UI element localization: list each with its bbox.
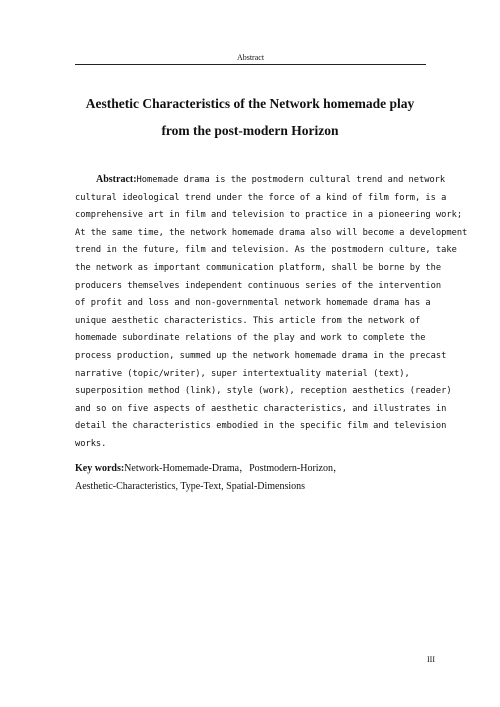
keywords-text-1: Network-Homemade-Drama，Postmodern-Horizon， bbox=[124, 463, 343, 474]
title-line-2: from the post-modern Horizon bbox=[161, 123, 339, 138]
running-header: Abstract bbox=[236, 53, 265, 62]
title-line-1: Aesthetic Characteristics of the Network homemade play bbox=[85, 96, 415, 111]
abstract-label: Abstract: bbox=[96, 174, 137, 185]
abstract-line: works. bbox=[75, 438, 107, 449]
abstract-line: producers themselves independent continuous series of the intervention bbox=[75, 280, 442, 291]
abstract-line: At the same time, the network homemade drama also will become a development bbox=[75, 227, 468, 238]
abstract-line: unique aesthetic characteristics. This article from the network of bbox=[75, 315, 421, 326]
header-rule bbox=[75, 64, 426, 65]
abstract-line bbox=[75, 171, 446, 190]
abstract-line: comprehensive art in film and television to practice in a pioneering work; bbox=[75, 210, 463, 221]
abstract-line: superposition method (link), style (work), reception aesthetics (reader) bbox=[75, 386, 452, 397]
abstract-line: of profit and loss and non-governmental network homemade drama has a bbox=[75, 298, 431, 309]
abstract-line: homemade subordinate relations of the play and work to complete the bbox=[75, 333, 426, 344]
abstract-line: detail the characteristics embodied in the specific film and television bbox=[75, 421, 447, 432]
keywords-block bbox=[75, 460, 426, 496]
abstract-line: process production, summed up the network homemade drama in the precast bbox=[75, 350, 447, 361]
abstract-line: cultural ideological trend under the force of a kind of film form, is a bbox=[75, 192, 447, 203]
keywords-line-2: Aesthetic-Characteristics, Type-Text, Spatial-Dimensions bbox=[75, 481, 306, 492]
abstract-body bbox=[75, 171, 468, 454]
page-number: III bbox=[427, 655, 435, 664]
abstract-line: and so on five aspects of aesthetic characteristics, and illustrates in bbox=[75, 403, 447, 414]
abstract-line: narrative (topic/writer), super intertextuality material (text), bbox=[75, 368, 410, 379]
abstract-line: trend in the future, film and television. As the postmodern culture, take bbox=[75, 245, 457, 256]
abstract-line: the network as important communication platform, shall be borne by the bbox=[75, 262, 442, 273]
keywords-label: Key words: bbox=[75, 463, 125, 474]
abstract-line-text: Homemade drama is the postmodern cultural trend and network bbox=[136, 175, 446, 185]
keywords-line-1 bbox=[75, 460, 426, 478]
